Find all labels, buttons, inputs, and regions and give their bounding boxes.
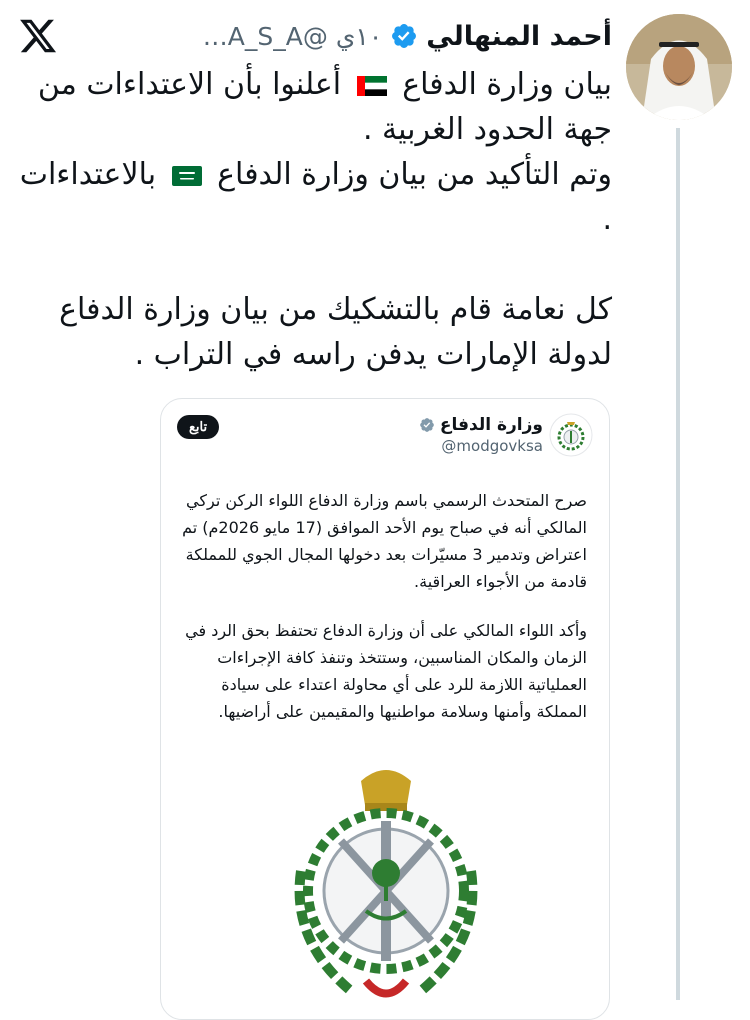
embed-statement <box>177 487 587 747</box>
embedded-image-card[interactable] <box>160 398 610 1020</box>
thread-line <box>676 128 680 1000</box>
text-segment: بالاعتداءات . <box>19 157 612 237</box>
text-segment: بيان وزارة الدفاع <box>402 67 612 102</box>
verified-badge-icon <box>390 22 418 50</box>
text-segment: أعلنوا بأن الاعتداءات من جهة الحدود الغربية . <box>37 67 612 147</box>
embed-account-row <box>419 415 543 435</box>
display-name[interactable]: أحمد المنهالي <box>426 20 612 52</box>
mod-emblem-large-icon <box>261 761 511 1011</box>
tweet-paragraph-1 <box>12 62 612 152</box>
embed-paragraph-1: صرح المتحدث الرسمي باسم وزارة الدفاع اللواء الركن تركي المالكي أنه في صباح يوم الأحد الموافق (17 مايو 2026م) تم اعتراض وتدمير 3 مسيّرات بعد دخولها المجال الجوي للمملكة قادمة من الأجواء العراقية. <box>182 491 587 591</box>
tweet-text <box>12 62 612 377</box>
follow-button[interactable]: تابع <box>177 415 219 439</box>
verified-badge-icon <box>419 417 435 433</box>
tweet-paragraph-3: كل نعامة قام بالتشكيك من بيان وزارة الدفاع لدولة الإمارات يدفن راسه في التراب . <box>59 292 612 372</box>
embed-handle: @modgovksa <box>441 437 543 455</box>
tweet-header <box>203 14 612 58</box>
embed-account-name[interactable]: وزارة الدفاع <box>439 415 543 435</box>
saudi-flag-icon <box>172 166 202 186</box>
x-logo-icon[interactable] <box>18 16 58 56</box>
avatar[interactable] <box>626 14 732 120</box>
text-segment: وتم التأكيد من بيان وزارة الدفاع <box>217 157 612 192</box>
embed-paragraph-2: وأكد اللواء المالكي على أن وزارة الدفاع تحتفظ بحق الرد في الزمان والمكان المناسبين، وستتخذ وتنفذ كافة الإجراءات العملياتية اللازمة للرد على أي محاولة اعتداء على سيادة المملكة وأمنها وسلامة مواطنيها والمقيمين على أراضيها. <box>185 621 587 721</box>
uae-flag-icon <box>357 76 387 96</box>
mod-emblem-icon <box>549 413 593 457</box>
tweet-paragraph-2 <box>12 152 612 242</box>
handle[interactable]: …A_S_A@ ١٠ي <box>202 21 383 51</box>
